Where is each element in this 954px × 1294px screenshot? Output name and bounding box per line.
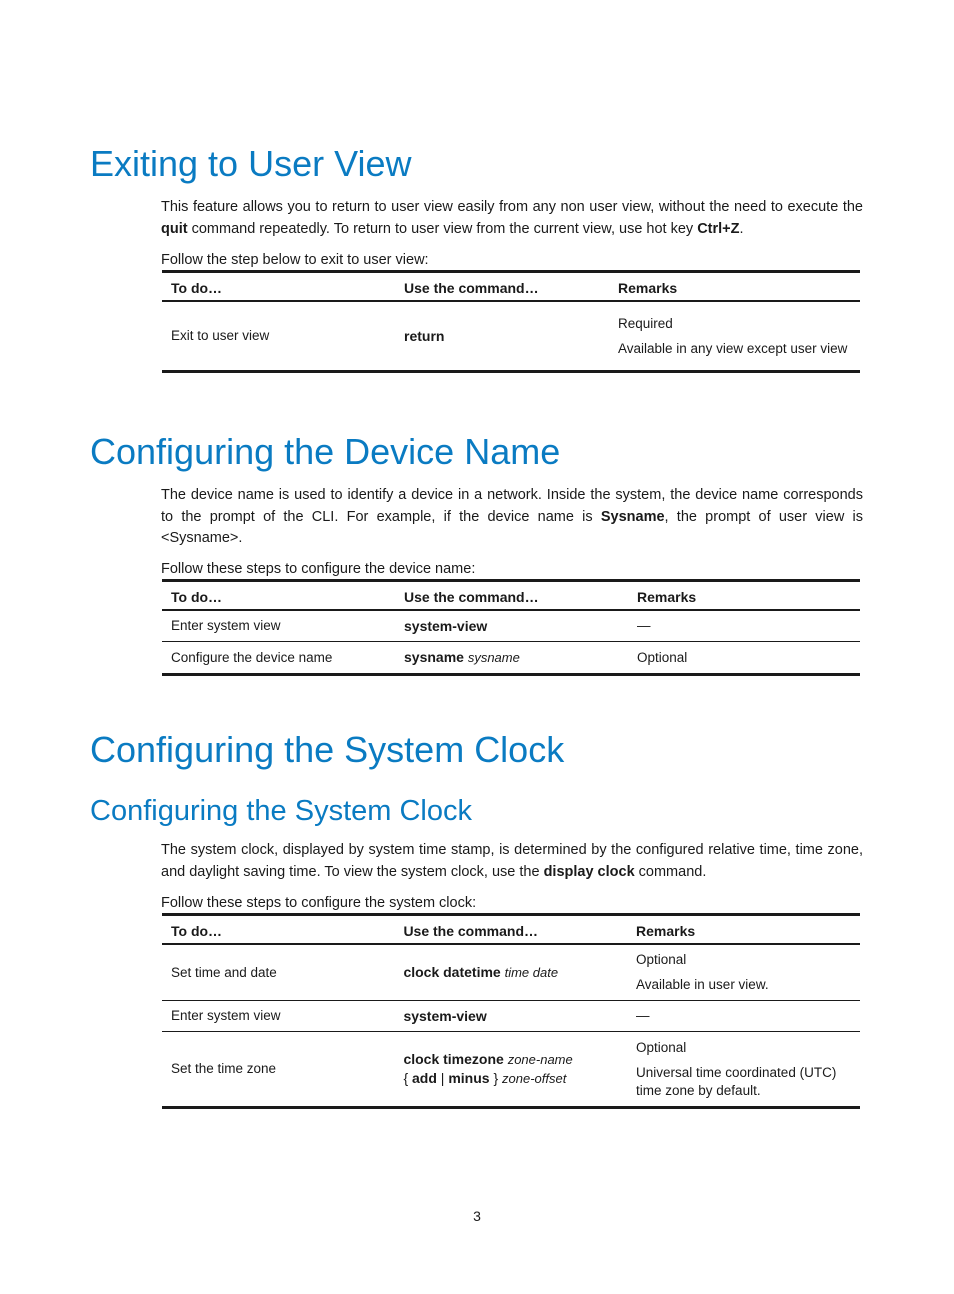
- cell-remarks: [627, 1032, 860, 1108]
- command-argument: time date: [504, 965, 559, 980]
- command-text: system-view: [404, 618, 488, 634]
- section-title-exit-user-view: Exiting to User View: [90, 143, 412, 184]
- table-row: [162, 944, 860, 1001]
- header-todo: To do…: [162, 915, 394, 945]
- cell-command: [395, 301, 609, 372]
- header-command: Use the command…: [394, 915, 627, 945]
- cell-todo: Enter system view: [171, 618, 281, 633]
- cell-command: [395, 610, 628, 642]
- cell-todo: Configure the device name: [162, 642, 395, 675]
- command-argument: zone-name: [507, 1052, 573, 1067]
- quit-command: quit: [161, 220, 188, 237]
- cell-todo: Enter system view: [162, 1001, 394, 1032]
- remark-line: Available in any view except user view: [618, 340, 848, 356]
- remark-line: Available in user view.: [636, 977, 769, 992]
- exit-user-view-description: This feature allows you to return to user view easily from any non user view, without the need to execute the quit command repeatedly. To return to user view from the current view, use hot key Ctrl+Z.: [161, 199, 863, 237]
- device-name-description: The device name is used to identify a device in a network. Inside the system, the device name corresponds to the prompt of the CLI. For example, if the device name is Sysname, the prompt of user view is <Sysname>.: [161, 487, 863, 546]
- header-command: Use the command…: [395, 581, 628, 611]
- exit-user-view-lead: Follow the step below to exit to user view:: [161, 252, 429, 268]
- command-text: clock timezone: [403, 1051, 504, 1067]
- cell-remarks: Optional: [628, 642, 860, 675]
- header-remarks: Remarks: [627, 915, 860, 945]
- cell-command: [394, 1001, 627, 1032]
- cell-remarks: —: [637, 618, 651, 633]
- table-row: [162, 301, 860, 372]
- page-number: 3: [473, 1208, 481, 1224]
- remark-line: Optional: [636, 952, 687, 967]
- table-header-row: [162, 272, 860, 302]
- device-name-table: [162, 579, 860, 676]
- table-row: [162, 1001, 860, 1032]
- sysname-example: Sysname: [600, 508, 665, 525]
- brace-open: {: [403, 1070, 413, 1086]
- command-argument: sysname: [467, 650, 520, 665]
- command-text: sysname: [404, 649, 464, 665]
- cell-remarks: [627, 944, 860, 1001]
- command-argument: zone-offset: [502, 1071, 567, 1086]
- cell-command: [394, 944, 627, 1001]
- table-row: [162, 610, 860, 642]
- cell-todo: Set time and date: [171, 964, 277, 980]
- option-separator: |: [436, 1070, 449, 1086]
- command-text: return: [404, 328, 445, 344]
- system-clock-description: The system clock, displayed by system time stamp, is determined by the configured relative time, time zone, and daylight saving time. To view the system clock, use the display clock command.: [161, 842, 863, 880]
- table-header-row: [162, 581, 860, 611]
- option-add: add: [412, 1070, 437, 1086]
- cell-remarks: —: [627, 1001, 860, 1032]
- subsection-title-system-clock: Configuring the System Clock: [90, 795, 472, 827]
- header-remarks: Remarks: [628, 581, 860, 611]
- device-name-lead: Follow these steps to configure the device name:: [161, 561, 476, 577]
- command-text: clock datetime: [403, 964, 501, 980]
- remark-line: Optional: [636, 1039, 687, 1055]
- system-clock-table: [162, 913, 860, 1109]
- cell-command: [394, 1032, 627, 1108]
- table-header-row: [162, 915, 860, 945]
- cell-remarks: [609, 301, 860, 372]
- display-clock-command: display clock: [543, 863, 635, 880]
- header-remarks: Remarks: [609, 272, 860, 302]
- cell-command: [395, 642, 628, 675]
- section-title-device-name: Configuring the Device Name: [90, 431, 561, 472]
- table-row: [162, 1032, 860, 1108]
- exit-user-view-table: [162, 270, 860, 373]
- cell-todo: Exit to user view: [171, 328, 270, 343]
- header-todo: To do…: [162, 272, 395, 302]
- command-text: system-view: [403, 1008, 487, 1024]
- section-title-system-clock: Configuring the System Clock: [90, 729, 565, 770]
- table-row: [162, 642, 860, 675]
- header-todo: To do…: [162, 581, 395, 611]
- cell-todo: Set the time zone: [162, 1032, 394, 1108]
- header-command: Use the command…: [395, 272, 609, 302]
- remark-line: Universal time coordinated (UTC) time zone by default.: [636, 1064, 837, 1098]
- system-clock-lead: Follow these steps to configure the system clock:: [161, 895, 477, 911]
- remark-line: Required: [618, 315, 673, 331]
- brace-close: }: [489, 1070, 503, 1086]
- option-minus: minus: [448, 1070, 490, 1086]
- hotkey: Ctrl+Z: [697, 220, 740, 237]
